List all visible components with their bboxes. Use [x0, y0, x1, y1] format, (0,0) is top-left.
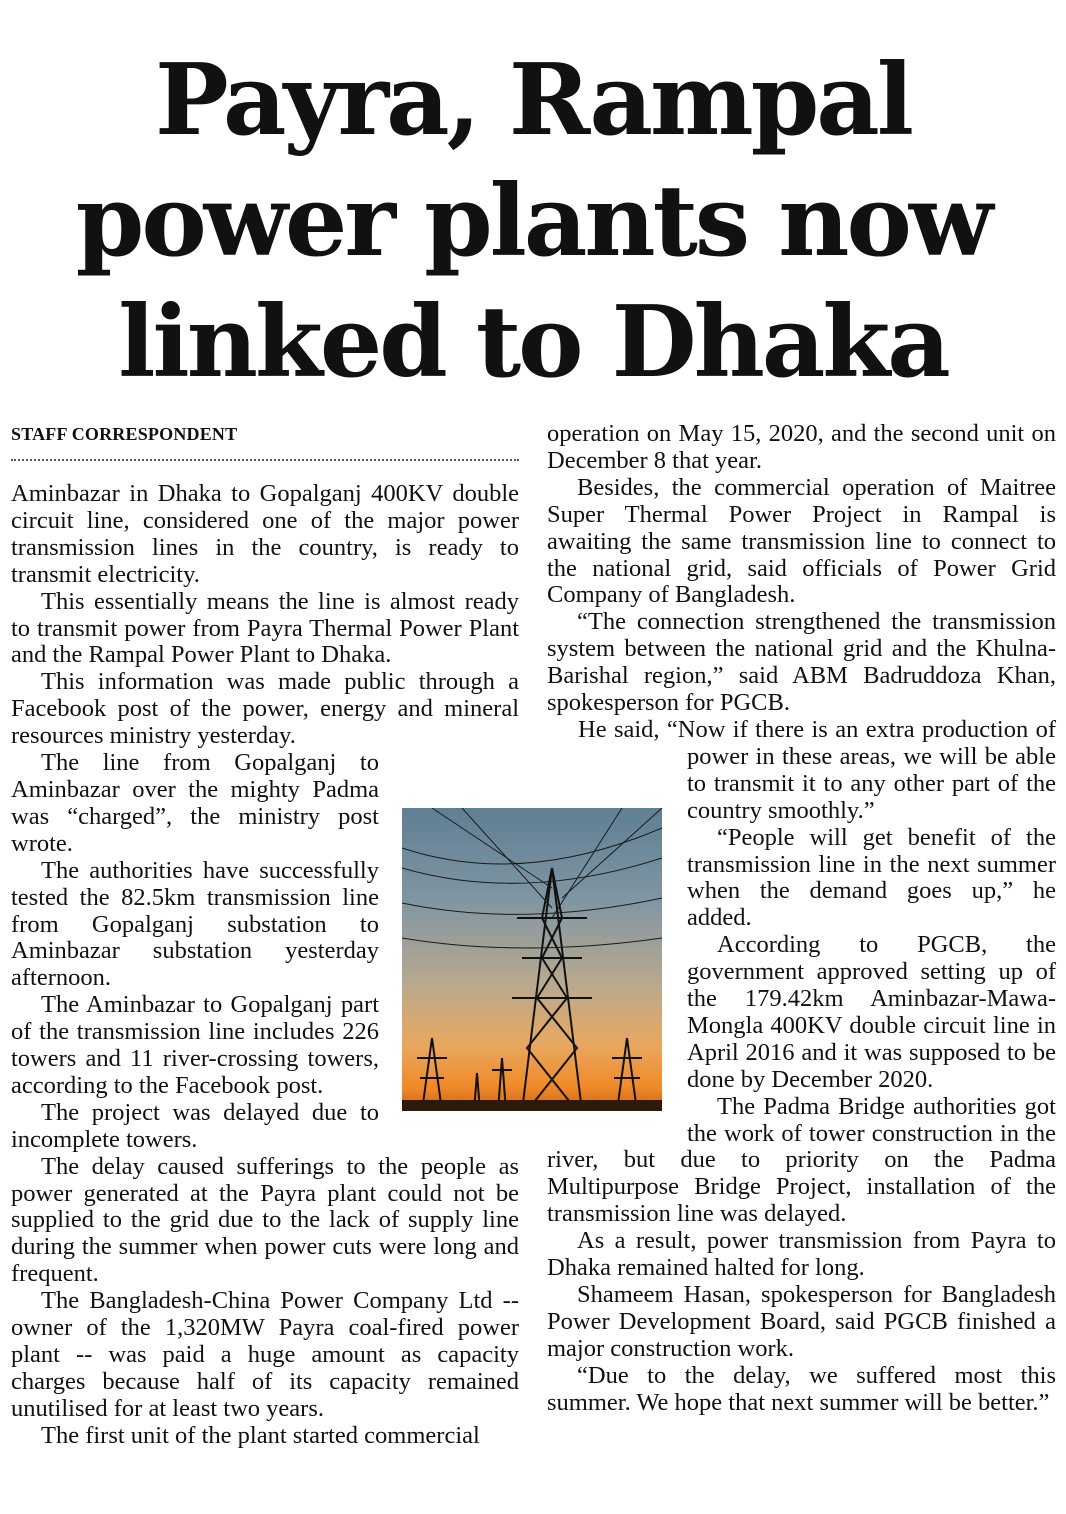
paragraph: The Bangladesh-China Power Company Ltd -- owner of the 1,320MW Payra coal-fired power plant -- was paid a huge amount as capacity charges because half of its capacity remained unutilised for at least two years. [11, 1287, 519, 1422]
paragraph: Shameem Hasan, spokesperson for Bangladesh Power Development Board, said PGCB finished a major construction work. [547, 1281, 1056, 1362]
paragraph: He said, “Now if there is an extra production of power in these areas, we will be able to transmit it to any other part of the country smoothly.” [578, 715, 1056, 824]
paragraph: This information was made public through a Facebook post of the power, energy and mineral resources ministry yesterday. [11, 668, 519, 750]
headline-line-3: linked to Dhaka [118, 285, 948, 400]
paragraph: Aminbazar in Dhaka to Gopalganj 400KV double circuit line, considered one of the major power transmission lines in the country, is ready to transmit electricity. [11, 480, 519, 588]
paragraph: As a result, power transmission from Payra to Dhaka remained halted for long. [547, 1227, 1056, 1282]
paragraph: operation on May 15, 2020, and the second unit on December 8 that year. [547, 420, 1056, 474]
paragraph: The line from Gopalganj to Aminbazar over the mighty Padma was “charged”, the ministry post wrote. [11, 749, 379, 857]
headline-line-1: Payra, Rampal [154, 43, 911, 158]
headline [0, 40, 1066, 403]
paragraph: “Due to the delay, we suffered most this summer. We hope that next summer will be better.” [547, 1361, 1056, 1416]
paragraph: “People will get benefit of the transmission line in the next summer when the demand goes up,” he added. [687, 823, 1056, 932]
paragraph: The project was delayed due to incomplete towers. [11, 1098, 379, 1153]
paragraph: The authorities have successfully tested the 82.5km transmission line from Gopalganj substation to Aminbazar substation yesterday afternoon. [11, 856, 379, 992]
byline: STAFF CORRESPONDENT [11, 424, 519, 461]
paragraph: The delay caused sufferings to the people as power generated at the Payra plant could not be supplied to the grid due to the lack of supply line during the summer when power cuts were long and frequent. [11, 1152, 519, 1288]
pylon-icon [402, 808, 662, 1111]
paragraph: The first unit of the plant started commercial [41, 1421, 480, 1449]
paragraph: According to PGCB, the government approved setting up of the 179.42km Aminbazar-Mawa-Mongla 400KV double circuit line in April 2016 and it was supposed to be done by December 2020. [687, 931, 1056, 1093]
paragraph: This essentially means the line is almost ready to transmit power from Payra Thermal Power Plant and the Rampal Power Plant to Dhaka. [11, 587, 519, 669]
paragraph: The Padma Bridge authorities got the work of tower construction in the river, but due to priority on the Padma Multipurpose Bridge Project, installation of the transmission line was delayed. [547, 1092, 1056, 1228]
paragraph: The Aminbazar to Gopalganj part of the transmission line includes 226 towers and 11 river-crossing towers, according to the Facebook post. [11, 991, 379, 1099]
electricity-pylons-photo [402, 808, 662, 1111]
paragraph: Besides, the commercial operation of Maitree Super Thermal Power Project in Rampal is awaiting the same transmission line to connect to the national grid, said officials of Power Grid Company of Bangladesh. [547, 473, 1056, 609]
paragraph: “The connection strengthened the transmission system between the national grid and the Khulna-Barishal region,” said ABM Badruddoza Khan, spokesperson for PGCB. [547, 608, 1056, 717]
headline-line-2: power plants now [75, 164, 991, 279]
